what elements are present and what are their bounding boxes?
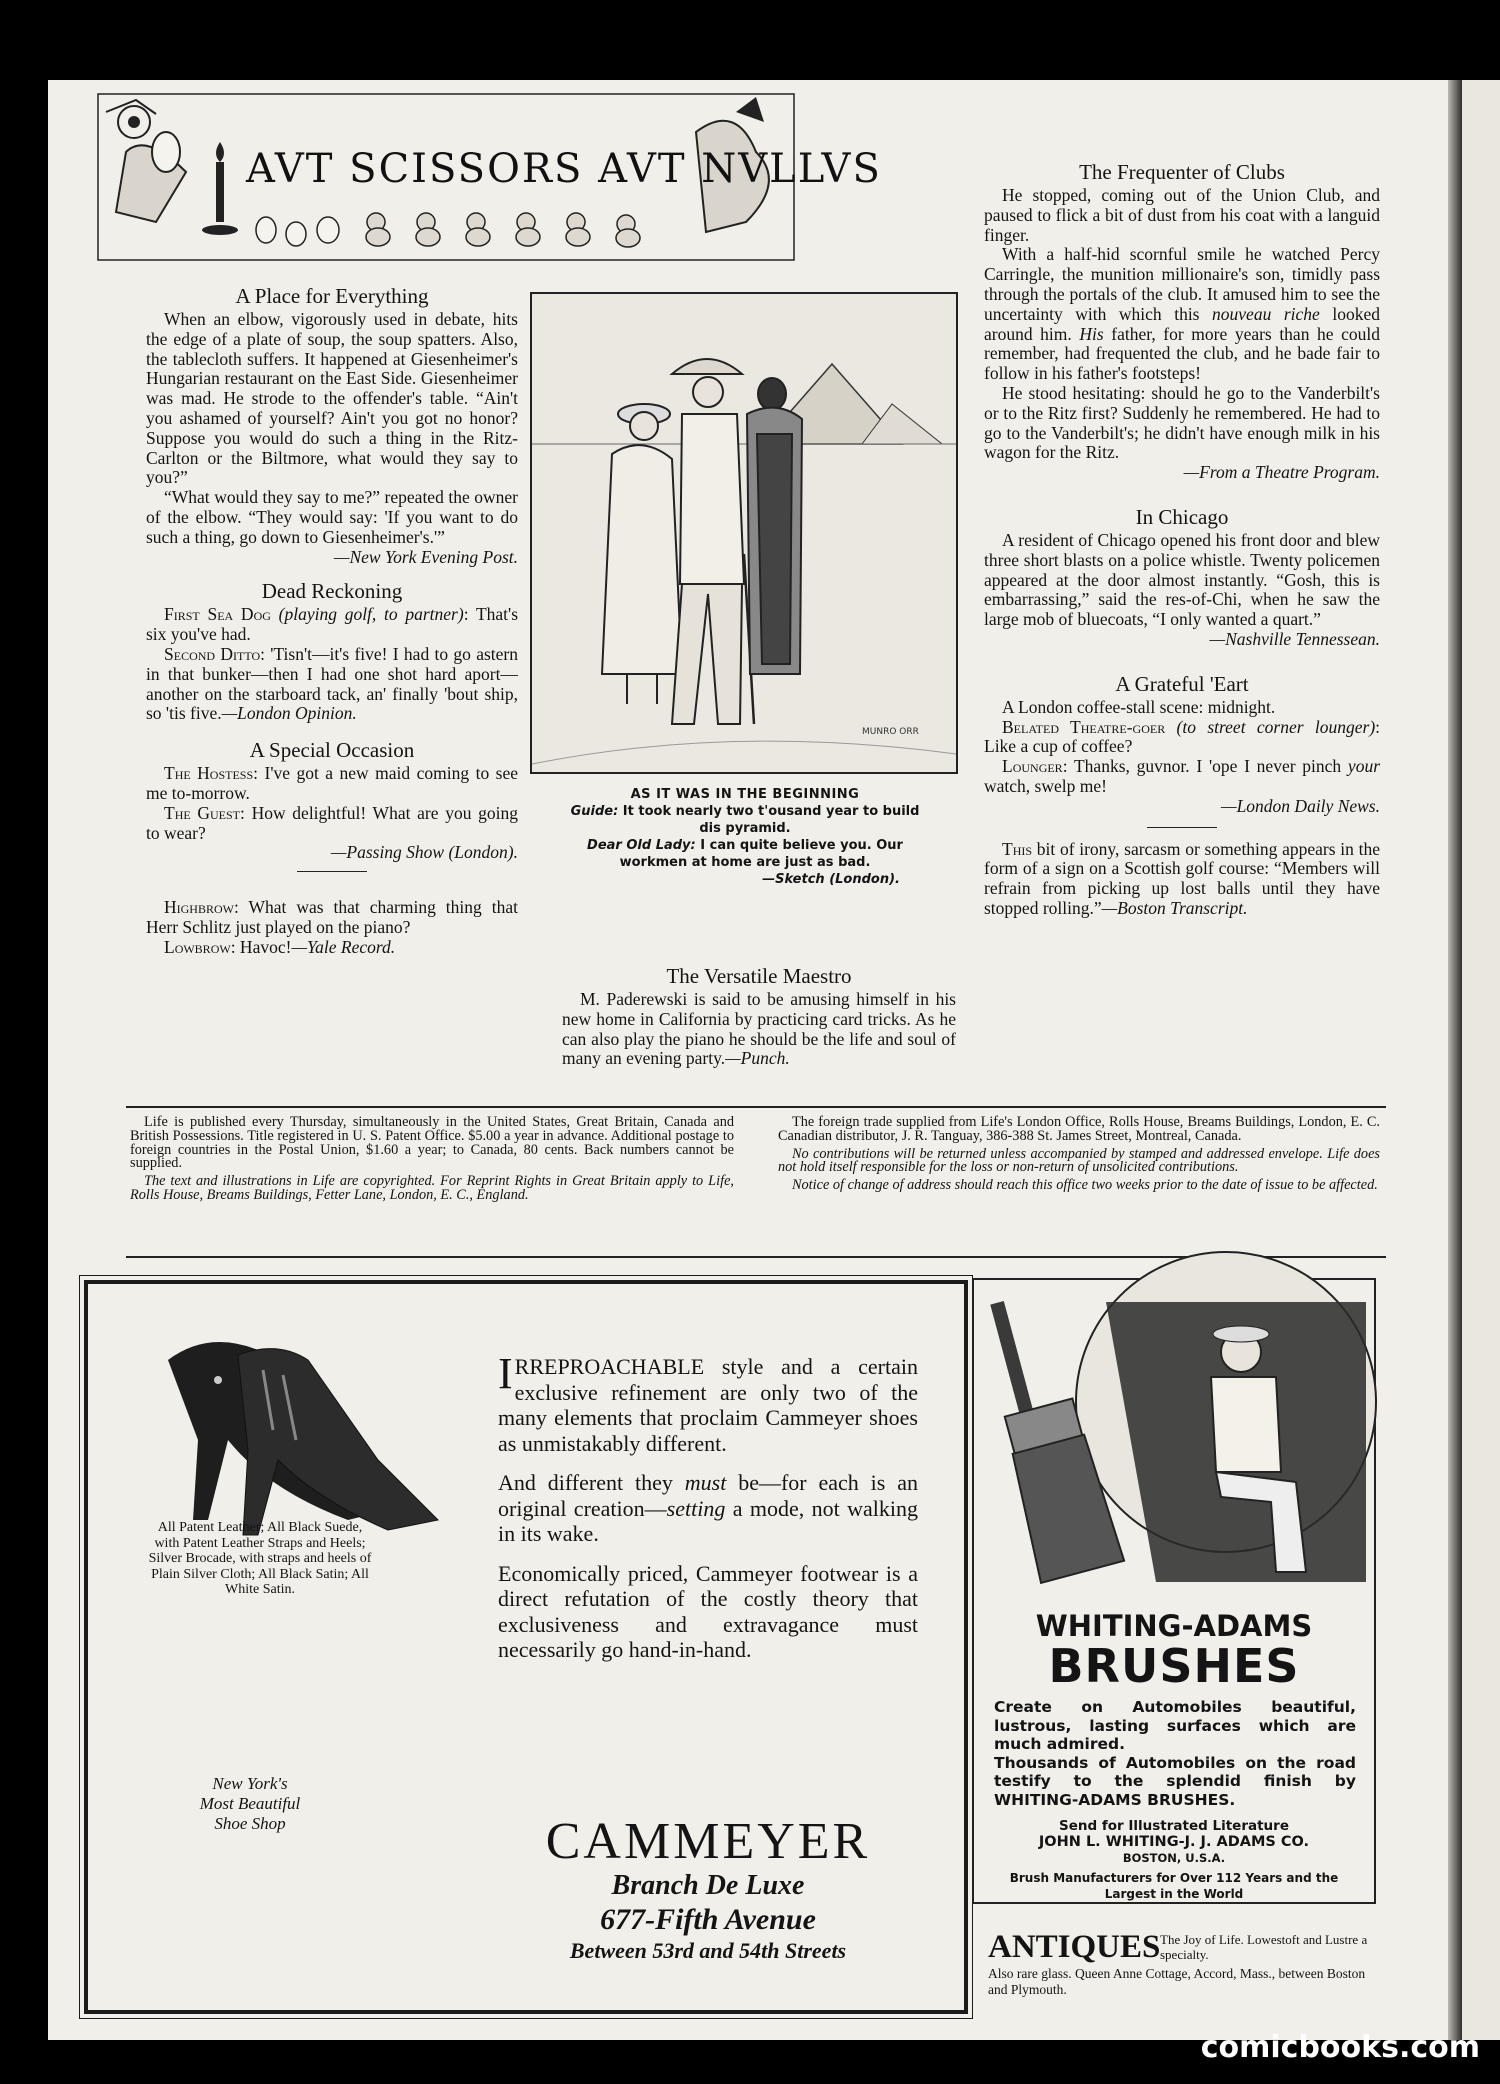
guide-figure (747, 378, 802, 674)
ad-paragraph: Economically priced, Cammeyer footwear is a direct refutation of the costly theory that exclusiveness and extravagance must necessarily go hand-in-hand. (498, 1560, 918, 1662)
dialogue-line: : Thanks, guvnor. I 'ope I never pinch (1062, 756, 1348, 777)
article-text: With a half-hid scornful smile he watched Percy Carringle, the munition millionaire's son, timidly pass through the portals of the club. It amused him to see the uncertainty with which this (984, 244, 1380, 324)
tagline-line: New York's (212, 1774, 288, 1793)
stage-direction: (playing golf, to partner) (278, 604, 464, 625)
dialogue-line: : That's six you've had. (146, 604, 519, 645)
article-text: M. Paderewski is said to be amusing himself in his new home in California by practicing card tricks. As he can also play the piano he should be the life and soul of many an evening party. (562, 989, 956, 1069)
company-name: JOHN L. WHITING-J. J. ADAMS CO. (1038, 1834, 1310, 1850)
chicks-row-icon (366, 213, 640, 247)
ad-text-italic: must (684, 1470, 727, 1495)
speaker-name: The Hostess (164, 763, 254, 784)
facing-page-edge (1462, 80, 1500, 2040)
branch-name: Branch De Luxe (611, 1870, 805, 1901)
article-source: —Passing Show (London). (330, 842, 518, 863)
ad-text-caps: RREPROACHABLE (514, 1354, 705, 1379)
speaker-label: Dear Old Lady: (587, 838, 696, 853)
literature-offer: Send for Illustrated Literature (1059, 1818, 1289, 1834)
banner-artwork (96, 92, 882, 262)
article-paragraph (984, 718, 1380, 758)
article-source: —Yale Record. (291, 936, 396, 957)
speaker-name: Belated Theatre-goer (1002, 716, 1166, 737)
ad-tagline (170, 1774, 330, 1834)
article-source: —From a Theatre Program. (1183, 462, 1380, 483)
article-paragraph (146, 898, 518, 938)
speaker-name: First Sea Dog (164, 604, 271, 625)
publication-notices-right (778, 1116, 1380, 1197)
ad-paragraph: Create on Automobiles beautiful, lustrous, lasting surfaces which are much admired. (994, 1698, 1356, 1753)
article-title: In Chicago (1135, 504, 1229, 529)
tagline-line: Most Beautiful (199, 1794, 301, 1813)
notice-paragraph: Notice of change of address should reach this office two weeks prior to the date of issue to be affected. (792, 1177, 1378, 1194)
banner-motto: AVT SCISSORS AVT NVLLVS (246, 146, 882, 192)
article-text: father, for more years than he could remember, had frequented the club, and he bade fair to follow in his father's footsteps! (984, 323, 1380, 384)
ad-text: And different they (498, 1470, 685, 1495)
ad-text: a mode, not walking in its wake. (498, 1495, 918, 1546)
pyramid-cartoon-drawing (532, 294, 956, 772)
lead-word: This (1002, 838, 1033, 859)
cartoon-illustration (530, 292, 958, 774)
article-paragraph (984, 757, 1380, 797)
dialogue-line: : I've got a new maid coming to see me to-morrow. (146, 763, 519, 803)
speaker-name: Lowbrow (164, 936, 231, 957)
cammeyer-signature-block (478, 1814, 938, 1964)
article-text: looked around him. (984, 303, 1380, 344)
column-middle (562, 962, 956, 1069)
article-paragraph (146, 764, 518, 804)
antiques-tagline: The Joy of Life. Lowestoft and Lustre a specialty. (1160, 1932, 1368, 1962)
caption-text: I can quite believe you. Our workmen at home are just as bad. (619, 838, 903, 870)
article-source: —New York Evening Post. (333, 546, 518, 567)
ad-paragraph (498, 1470, 918, 1547)
whiting-adams-advertisement (972, 1278, 1376, 1904)
dialogue-line: : 'Tisn't—it's five! I had to go astern in that bunker—then I had one shot hard aport—another on the starboard tack, an' finally 'bout ship, so 'tis five. (146, 643, 518, 724)
department-banner (96, 92, 882, 262)
company-city: BOSTON, U.S.A. (1122, 1851, 1226, 1865)
article-paragraph (146, 605, 518, 645)
article-title: Dead Reckoning (261, 579, 403, 604)
company-claim: Brush Manufacturers for Over 112 Years and the Largest in the World (1009, 1871, 1339, 1901)
article-paragraph (146, 938, 518, 958)
article-source: —Boston Transcript. (1101, 897, 1248, 918)
ad-paragraph: Thousands of Automobiles on the road testify to the splendid finish by WHITING-ADAMS BRUSHES. (994, 1753, 1356, 1809)
whiting-contact (984, 1818, 1364, 1902)
article-title: The Frequenter of Clubs (1079, 160, 1285, 184)
article-source: —Punch. (725, 1048, 790, 1069)
article-paragraph: A London coffee-stall scene: midnight. (1002, 696, 1276, 717)
cartoon-caption (560, 786, 930, 888)
article-title: The Versatile Maestro (666, 964, 852, 988)
article-paragraph: “What would they say to me?” repeated the owner of the elbow. “They would say: 'If you want to do such a thing, go down to Giesenheimer's.'” (146, 487, 518, 547)
speaker-name: The Guest (164, 802, 241, 823)
caption-text: It took nearly two t'ousand year to build dis pyramid. (618, 804, 920, 836)
publication-notices-left (130, 1116, 734, 1207)
article-source: —London Daily News. (1221, 795, 1380, 816)
section-divider (297, 871, 367, 872)
dialogue-line: : How delightful! What are you going to wear? (146, 802, 518, 843)
speaker-name: Lounger (1002, 756, 1063, 777)
site-watermark: comicbooks.com (1200, 2030, 1480, 2065)
notice-paragraph: Life is published every Thursday, simultaneously in the United States, Great Britain, Canada and British Possessions. Title registered in U. S. Patent Office. $5.00 a year in advance. Additional postage to foreign countries in the Postal Union, $1.60 a year; to Canada, 80 cents. Back numbers cannot be supplied. (130, 1114, 734, 1172)
antiques-advertisement (982, 1928, 1374, 2000)
notice-paragraph: No contributions will be returned unless accompanied by stamped and addressed envelope. Life does not hold itself responsible for the loss or non-return of unsolicited contributions. (778, 1145, 1380, 1176)
caption-title: AS IT WAS IN THE BEGINNING (630, 787, 860, 802)
shoe-styles-caption: All Patent Leather; All Black Suede, with Patent Leather Straps and Heels; Silver Brocade, with straps and heels of Plain Silver Cloth; All Black Satin; All White Satin. (148, 1520, 372, 1597)
whiting-copy (994, 1698, 1356, 1809)
speaker-label: Guide: (570, 804, 619, 819)
speaker-name: Highbrow (164, 897, 234, 918)
article-source: —Nashville Tennessean. (1209, 628, 1380, 649)
article-title: A Special Occasion (249, 738, 415, 763)
ad-text: style and a certain exclusive refinement are only two of the many elements that proclaim Cammeyer shoes as unmistakably different. (498, 1354, 918, 1456)
article-paragraph (146, 804, 518, 844)
candle-icon (216, 162, 224, 222)
article-source: —London Opinion. (221, 703, 357, 724)
ad-text: be—for each is an original creation— (498, 1470, 918, 1521)
tagline-line: Shoe Shop (214, 1814, 286, 1833)
article-paragraph (984, 840, 1380, 919)
dialogue-line: : What was that charming thing that Herr Schlitz just played on the piano? (146, 897, 518, 937)
article-paragraph: He stood hesitating: should he go to the Vanderbilt's or to the Ritz first? Suddenly he remembered. He had to go to the Vanderbilt's; he didn't have enough milk in his wagon for the Ritz. (984, 382, 1380, 463)
brushes-heading: BRUSHES (1048, 1639, 1300, 1693)
notice-paragraph: The text and illustrations in Life are copyrighted. For Reprint Rights in Great Britain apply to Life, Rolls House, Breams Buildings, Fetter Lane, London, E. C., England. (130, 1173, 734, 1203)
artist-signature: MUNRO ORR (862, 727, 919, 737)
ad-paragraph (498, 1349, 918, 1456)
notice-top-rule (126, 1106, 1386, 1108)
caption-source-text: —Sketch (London). (762, 872, 900, 887)
column-left (146, 282, 518, 958)
brand-name: CAMMEYER (545, 1813, 871, 1870)
article-title: A Grateful 'Eart (1115, 671, 1249, 696)
painter-brush-illustration (976, 1282, 1372, 1602)
article-paragraph (146, 645, 518, 724)
caption-line (560, 803, 930, 837)
egg-row-icon (256, 217, 339, 246)
shoes-illustration (148, 1320, 448, 1550)
article-paragraph (984, 245, 1380, 384)
column-right (984, 158, 1380, 919)
caption-line (560, 837, 930, 871)
notice-paragraph: The foreign trade supplied from Life's London Office, Rolls House, Breams Buildings, London, E. C. Canadian distributor, J. R. Tanguay, 386-388 St. James Street, Montreal, Canada. (778, 1114, 1380, 1144)
article-text: bit of irony, sarcasm or something appears in the form of a sign on a Scottish golf course: “Members will refrain from picking up lost balls until they have stopped rolling.” (984, 838, 1380, 918)
article-text-italic: nouveau riche (1212, 303, 1320, 324)
article-title: A Place for Everything (235, 284, 429, 308)
store-address: 677-Fifth Avenue (600, 1903, 816, 1936)
dialogue-line: : Havoc! (230, 936, 292, 957)
article-paragraph: He stopped, coming out of the Union Club, and paused to flick a bit of dust from his coat with a languid finger. (984, 185, 1380, 245)
dialogue-line: : Like a cup of coffee? (984, 716, 1381, 757)
stage-direction: (to street corner lounger) (1176, 716, 1376, 737)
drop-cap: I (498, 1349, 513, 1398)
article-paragraph: A resident of Chicago opened his front door and blew three short blasts on a police whistle. Twenty policemen appeared at the door almost instantly. “Gosh, this is embarrassing,” said the res-of-Chi, when he saw the large mob of bluecoats, “I only wanted a quart.” (984, 529, 1380, 630)
cross-streets: Between 53rd and 54th Streets (569, 1938, 847, 1963)
article-text-italic: His (1079, 323, 1104, 344)
cammeyer-ad-copy (498, 1349, 918, 1677)
caption-source (560, 871, 930, 888)
dialogue-line: watch, swelp me! (984, 775, 1107, 796)
article-paragraph: When an elbow, vigorously used in debate, hits the edge of a plate of soup, the soup spatters. Also, the tablecloth suffers. It happened at Giesenheimer's Hungarian restaurant on the East Side. Giesenheimer was mad. He strode to the offender's table. “Ain't you ashamed of yourself? Ain't you got no honor? Suppose you would do such a thing in the Ritz-Carlton or the Biltmore, what would they say to you?” (146, 309, 518, 488)
antiques-title: ANTIQUES (988, 1929, 1161, 1965)
article-paragraph (562, 990, 956, 1069)
section-divider (1147, 827, 1217, 828)
dialogue-italic: your (1347, 756, 1380, 777)
whiting-adams-name: WHITING-ADAMS (1035, 1609, 1313, 1643)
ad-text-italic: setting (666, 1495, 726, 1521)
speaker-name: Second Ditto (164, 643, 261, 664)
cammeyer-advertisement (84, 1280, 968, 2014)
antiques-address: Also rare glass. Queen Anne Cottage, Accord, Mass., between Boston and Plymouth. (988, 1966, 1366, 1997)
